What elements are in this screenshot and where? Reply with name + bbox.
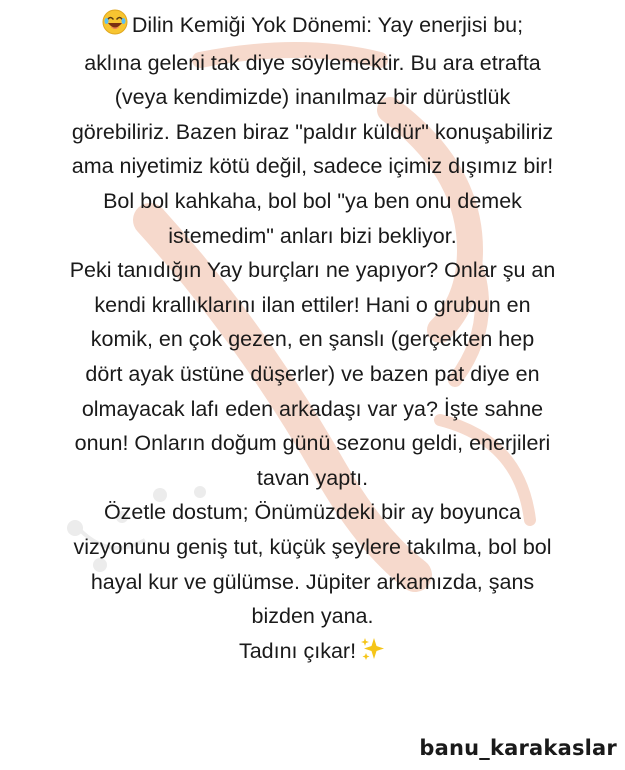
post-line: vizyonunu geniş tut, küçük şeylere takılma, bol bol [73,534,552,559]
post-text [10,8,615,672]
post-line: tavan yaptı. [256,465,369,490]
post-line: hayal kur ve gülümse. Jüpiter arkamızda, şans [90,569,535,594]
post-line: aklına geleni tak diye söylemektir. Bu ara etrafta [84,50,541,75]
post-line: Dilin Kemiği Yok Dönemi: Yay enerjisi bu; [10,8,615,46]
post-line: dört ayak üstüne düşerler) ve bazen pat diye en [85,361,540,386]
post-line: görebiliriz. Bazen biraz "paldır küldür" konuşabiliriz [71,119,554,144]
author-handle-watermark: banu_karakaslar [419,736,617,760]
laughing-emoji-icon [102,9,128,46]
post-line: komik, en çok gezen, en şanslı (gerçekten hep [90,327,535,352]
post-line: onun! Onların doğum günü sezonu geldi, enerjileri [74,431,551,456]
post-line: Tadını çıkar! [10,634,615,673]
post-line: olmayacak lafı eden arkadaşı var ya? İşte sahne [81,396,544,421]
post-line: Özetle dostum; Önümüzdeki bir ay boyunca [103,500,522,525]
post-line: (veya kendimizde) inanılmaz bir dürüstlük [114,85,511,110]
post-line: kendi krallıklarını ilan ettiler! Hani o grubun en [94,292,531,317]
post-line: ama niyetimiz kötü değil, sadece içimiz dışımız bir! [71,154,554,179]
post-line: Bol bol kahkaha, bol bol "ya ben onu demek [103,188,522,213]
post-line: bizden yana. [251,604,374,629]
sparkles-emoji-icon [360,636,386,673]
post-line: Peki tanıdığın Yay burçları ne yapıyor? Onlar şu an [69,258,556,283]
post-line: istemedim" anları bizi bekliyor. [168,223,457,248]
